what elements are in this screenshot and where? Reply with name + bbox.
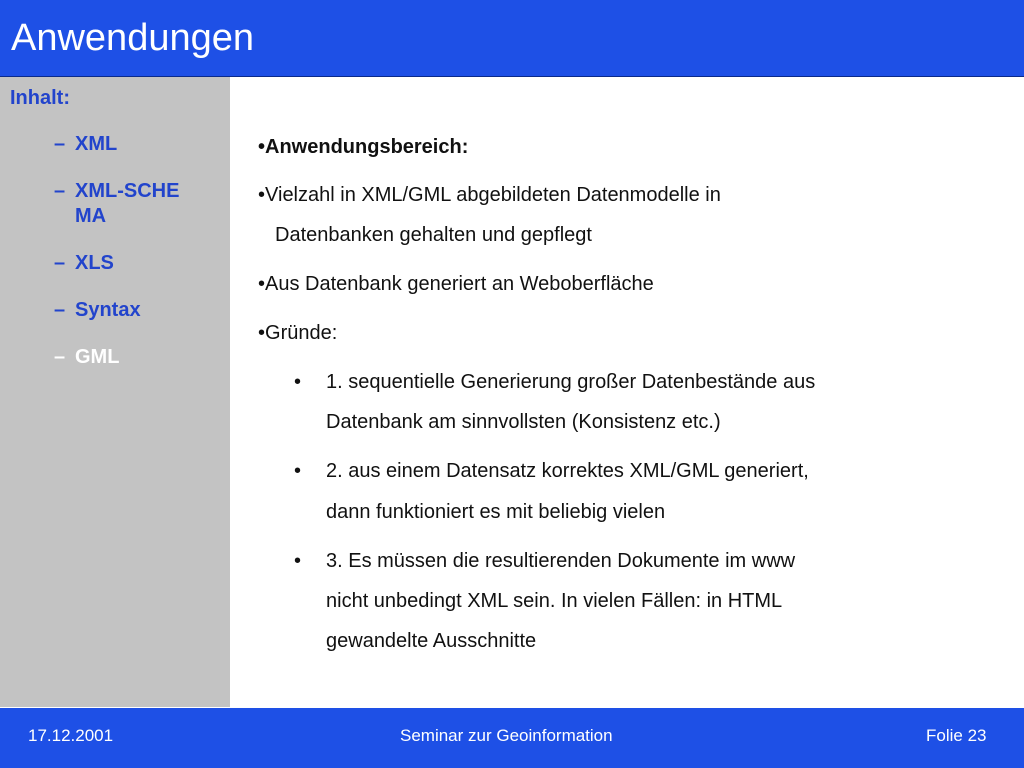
slide-title: Anwendungen — [11, 17, 254, 59]
sidebar-item-label: XML — [75, 133, 118, 155]
sidebar-item-label: GML — [75, 346, 120, 368]
sub-bullet-icon: • — [294, 550, 302, 572]
sidebar-item-syntax[interactable]: – Syntax — [54, 299, 141, 321]
reason-3-line-3: gewandelte Ausschnitte — [326, 630, 537, 652]
reason-2-line-2: dann funktioniert es mit beliebig vielen — [326, 501, 666, 523]
bullet-line-datenmodelle: •Vielzahl in XML/GML abgebildeten Datenmodelle in — [258, 175, 721, 215]
sidebar-item-label: XLS — [75, 252, 114, 274]
bullet-icon: • — [258, 136, 266, 158]
sub-bullet-icon: • — [294, 371, 302, 393]
sidebar-item-label: XML-SCHEMA — [75, 180, 180, 227]
footer-page-number: Folie 23 — [926, 726, 987, 745]
bullet-line-weboberflaeche: •Aus Datenbank generiert an Weboberfläche — [258, 264, 654, 304]
sidebar-item-xml-schema[interactable]: – XML-SCHEMA — [54, 179, 224, 229]
footer-date: 17.12.2001 — [28, 726, 114, 745]
footer-title: Seminar zur Geoinformation — [400, 726, 613, 745]
sidebar-item-gml[interactable]: – GML — [54, 346, 120, 368]
reason-3-line-2: nicht unbedingt XML sein. In vielen Fällen: in HTML — [326, 590, 783, 612]
sidebar-item-xml[interactable]: – XML — [54, 133, 118, 155]
reason-1-line-1: 1. sequentielle Generierung großer Datenbestände aus — [326, 371, 816, 393]
slide-footer — [0, 708, 1024, 768]
sidebar-item-label: Syntax — [75, 299, 141, 321]
bullet-line-gruende: •Gründe: — [258, 313, 337, 353]
content-heading: •Anwendungsbereich: — [258, 127, 468, 167]
bullet-icon: • — [258, 184, 266, 206]
sidebar-navigation — [0, 77, 230, 707]
slide-content — [230, 77, 1024, 707]
slide-title-bar — [0, 0, 1024, 77]
reason-3-line-1: 3. Es müssen die resultierenden Dokumente im www — [326, 550, 796, 572]
reason-2-line-1: 2. aus einem Datensatz korrektes XML/GML generiert, — [326, 460, 809, 482]
bullet-line-datenbanken: Datenbanken gehalten und gepflegt — [275, 224, 592, 246]
bullet-icon: • — [258, 273, 266, 295]
sidebar-item-xls[interactable]: – XLS — [54, 252, 114, 274]
reason-1-line-2: Datenbank am sinnvollsten (Konsistenz etc.) — [326, 411, 721, 433]
sidebar-heading: Inhalt: — [10, 87, 70, 109]
sub-bullet-icon: • — [294, 460, 302, 482]
bullet-icon: • — [258, 322, 266, 344]
